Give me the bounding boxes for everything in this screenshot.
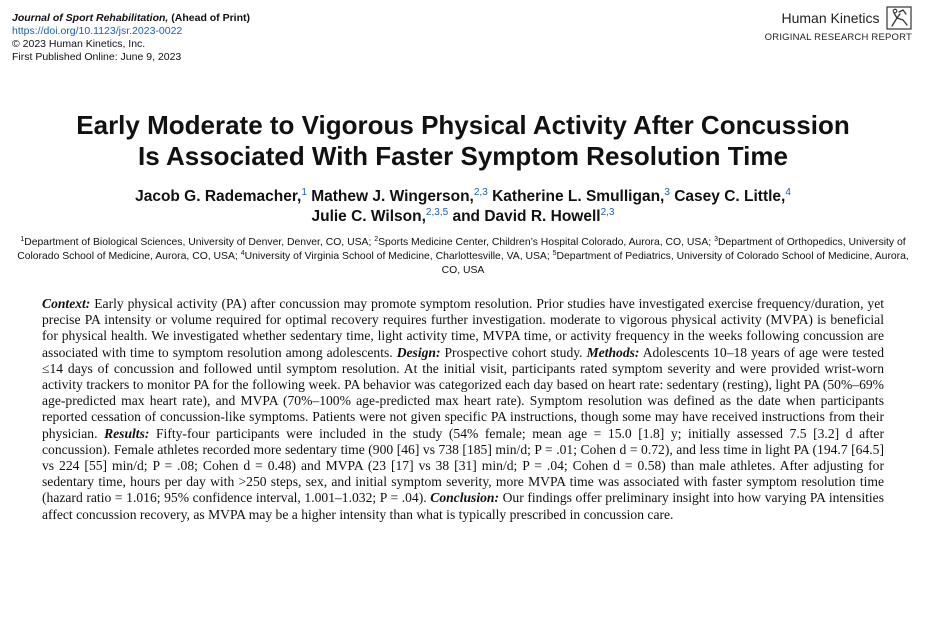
copyright: © 2023 Human Kinetics, Inc.: [12, 38, 146, 50]
results-label: Results:: [104, 425, 150, 441]
publisher-block: [765, 6, 912, 43]
journal-meta: [12, 12, 250, 64]
author-name: Jacob G. Rademacher,: [135, 188, 302, 205]
abstract: [42, 296, 884, 523]
author-list: [0, 187, 926, 227]
affil-text: Department of Pediatrics, University of Colorado School of Medicine, Aurora, CO, USA: [441, 251, 909, 276]
doi-link[interactable]: https://doi.org/10.1123/jsr.2023-0022: [12, 25, 183, 37]
author-affil-ref[interactable]: 1: [301, 187, 307, 198]
published-date: First Published Online: June 9, 2023: [12, 51, 182, 63]
title-line-1: Early Moderate to Vigorous Physical Activity After Concussion: [76, 110, 850, 140]
affil-number: 3: [714, 236, 718, 243]
affil-text: Sports Medicine Center, Children’s Hospital Colorado, Aurora, CO, USA;: [378, 237, 715, 248]
report-type: ORIGINAL RESEARCH REPORT: [764, 32, 912, 43]
affil-number: 4: [240, 250, 245, 257]
journal-status: (Ahead of Print): [171, 12, 251, 24]
affiliations: [8, 236, 918, 278]
affil-text: Department of Biological Sciences, University of Denver, Denver, CO, USA;: [24, 237, 375, 248]
author-name: and David R. Howell: [452, 208, 601, 225]
design-text: Prospective cohort study.: [440, 344, 587, 360]
affil-number: 1: [20, 236, 25, 243]
journal-name: Journal of Sport Rehabilitation,: [12, 12, 169, 24]
design-label: Design:: [396, 344, 441, 360]
author-name: Katherine L. Smulligan,: [492, 188, 665, 205]
author-affil-ref[interactable]: 2,3: [473, 187, 488, 198]
author-name: Casey C. Little,: [674, 188, 786, 205]
title-line-2: Is Associated With Faster Symptom Resolution Time: [138, 141, 788, 171]
conclusion-label: Conclusion:: [430, 490, 499, 506]
author-affil-ref[interactable]: 4: [785, 187, 791, 198]
author-affil-ref[interactable]: 2,3,5: [425, 207, 449, 218]
author-affil-ref[interactable]: 3: [664, 187, 670, 198]
author-name: Mathew J. Wingerson,: [311, 188, 474, 205]
methods-label: Methods:: [586, 344, 640, 360]
affil-text: Department of Orthopedics, University of Colorado School of Medicine, Aurora, CO, USA;: [17, 237, 906, 262]
results-text: Fifty-four participants were included in the study (54% female; mean age = 15.0 [1.8] y; initially assessed 7.5 [3.2] d after concussion). Female athletes recorded more sedentary time (900 [46] vs 738 [185] min/d; P = .01; Cohen d = 0.72), and less time in light PA (194.7 [64.5] vs 224 [55] min/d; P = .08; Cohen d = 0.48) and MVPA (23 [17] vs 38 [31] min/d; P = .04; Cohen d = 0.58) than male athletes. After adjusting for sedentary time, hours per day with >250 steps, sex, and initial symptom severity, more MVPA time was associated with faster symptom resolution time (hazard ratio = 1.016; 95% confidence interval, 1.001–1.032; P = .04).: [42, 425, 884, 506]
affil-number: 5: [552, 250, 557, 257]
context-label: Context:: [42, 296, 91, 311]
journal-name-line: [12, 12, 250, 25]
publisher-name: Human Kinetics: [781, 10, 880, 26]
affil-number: 2: [374, 236, 379, 243]
affil-text: University of Virginia School of Medicine, Charlottesville, VA, USA;: [244, 251, 553, 262]
article-title: [0, 110, 926, 172]
methods-text: Adolescents 10–18 years of age were tested ≤14 days of concussion and followed until symptom resolution. At the initial visit, participants rated symptom severity and were provided wrist-worn activity trackers to monitor PA for the following week. PA behavior was categorized each day based on heart rate: sedentary (resting), light PA (50%–69% age-predicted max heart rate), and MVPA (70%–100% age-predicted max heart rate). Symptom resolution was defined as the date when participants reported cessation of concussion-like symptoms. Patients were not given specific PA instructions, though some may have received instructions from their physician.: [42, 344, 885, 441]
author-affil-ref[interactable]: 2,3: [600, 207, 615, 218]
conclusion-text: Our findings offer preliminary insight into how varying PA intensities affect concussion recovery, as MVPA may be a higher intensity than what is typically prescribed in concussion care.: [42, 490, 884, 522]
context-text: Early physical activity (PA) after concussion may promote symptom resolution. Prior studies have investigated exercise frequency/duration, yet precise PA intensity or volume required for optimal recovery requires further investigation. moderate to vigorous physical activity (MVPA) is beneficial for physical health. We investigated whether sedentary time, light activity time, MVPA time, or activity frequency in the weeks following concussion are associated with time to symptom resolution among adolescents.: [42, 296, 884, 360]
human-kinetics-logo-icon: [886, 6, 912, 30]
author-name: Julie C. Wilson,: [311, 208, 426, 225]
